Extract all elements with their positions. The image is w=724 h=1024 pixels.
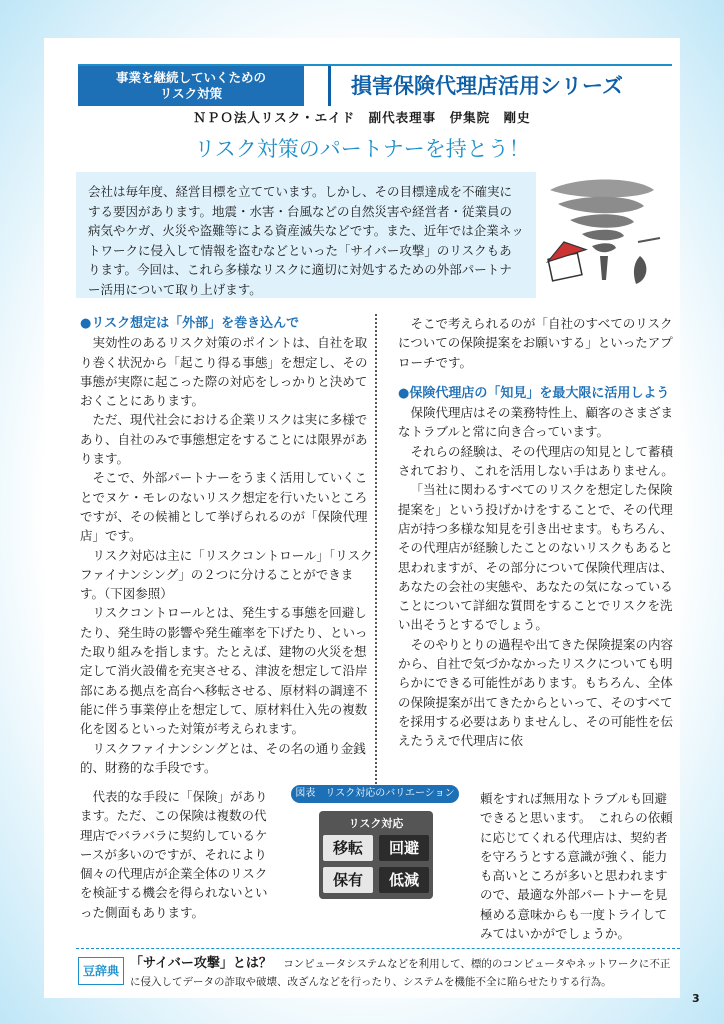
column-right-tail: [480, 789, 676, 943]
page-number: 3: [692, 992, 700, 1005]
figure-matrix-title: リスク対応: [348, 817, 404, 830]
section2-heading: ●保険代理店の「知見」を最大限に活用しよう: [398, 385, 670, 401]
cell-retain: 保有: [323, 867, 373, 893]
cell-transfer: 移転: [323, 835, 373, 861]
section1-paragraph: リスク対応は主に「リスクコントロール」「リスクファイナンシング」の２つに分けることができます。（下図参照）: [80, 547, 373, 602]
figure-risk-variations: [279, 785, 465, 947]
lead-paragraph: 会社は毎年度、経営目標を立てています。しかし、その目標達成を不確実にする要因があります。地震・水害・台風などの自然災害や経営者・従業員の病気やケガ、火災や盗難等による資産滅失などです。また、近年では企業ネットワークに侵入して情報を盗むなどといった「サイバー攻撃」のリスクもあります。今回は、これら多様なリスクに適切に対処するための外部パートナー活用について取り上げます。: [76, 172, 536, 298]
glossary-box: [76, 948, 680, 993]
author-line: ＮＰＯ法人リスク・エイド 副代表理事 伊集院 剛史: [193, 110, 531, 125]
column-right: [398, 314, 676, 751]
section1-paragraph: 実効性のあるリスク対策のポイントは、自社を取り巻く状況から「起こり得る事態」を想定し、その事態が実際に起こった際の対応をしっかりと決めておくことにあります。: [80, 335, 368, 409]
series-title: 損害保険代理店活用シリーズ: [328, 66, 672, 106]
article-title: リスク対策のパートナーを持とう！: [194, 137, 530, 161]
series-tag: [78, 66, 304, 106]
cell-reduce: 低減: [379, 867, 429, 893]
glossary-definition-text: コンピュータシステムなどを利用して、標的のコンピュータやネットワークに不正に侵入してデータの詐取や破壊、改ざんなどを行ったり、システムを機能不全に陥らせたりする行為。: [130, 958, 671, 988]
series-tag-line1: 事業を継続していくための: [115, 70, 266, 85]
series-header: [78, 64, 672, 106]
figure-matrix: [319, 811, 433, 899]
series-tag-line2: リスク対策: [159, 86, 223, 101]
glossary-term: 「サイバー攻撃」とは？: [130, 956, 272, 971]
section1-tail: 代表的な手段に「保険」があります。ただ、この保険は複数の代理店でバラバラに契約しているケースが多いのですが、それにより個々の代理店が企業全体のリスクを検証する機会を得られないといった側面もあります。: [80, 789, 268, 920]
column-left: [80, 314, 376, 777]
section2-paragraph: 「当社に関わるすべてのリスクを想定した保険提案を」という投げかけをすることで、その代理店が持つ多様な知見を引き出せます。もちろん、その代理店が経験したことのないリスクもあると思われますが、その部分について保険代理店は、あなたの会社の実態や、あなたの気になっていることについて詳細な質問をすることでリスクを洗い出そうとするでしょう。: [398, 482, 673, 633]
column-divider: [375, 314, 377, 796]
section1-heading: ●リスク想定は「外部」を巻き込んで: [80, 316, 300, 331]
section1-paragraph: そこで、外部パートナーをうまく活用していくことでヌケ・モレのないリスク想定を行いたいところですが、その候補として挙げられるのが「保険代理店」です。: [80, 470, 368, 544]
section2-paragraph: 保険代理店はその業務特性上、顧客のさまざまなトラブルと常に向き合っています。: [398, 405, 674, 440]
figure-caption: 図表 リスク対応のバリエーション: [291, 785, 459, 803]
glossary-badge: 豆辞典: [78, 957, 124, 985]
tornado-illustration: [536, 172, 664, 302]
section1-paragraph: リスクコントロールとは、発生する事態を回避したり、発生時の影響や発生確率を下げたり、といった取り組みを指します。たとえば、建物の火災を想定して消火設備を充実させる、津波を想定して沿岸部にある拠点を高台へ移転させる、原材料の調達不能に伴う事業停止を想定して、原材料仕入先の複数化を図るといった対策が考えられます。: [80, 605, 368, 737]
section1-paragraph: ただ、現代社会における企業リスクは実に多様であり、自社のみで事態想定をすることには限界があります。: [80, 412, 368, 467]
section2-paragraph: そのやりとりの過程や出てきた保険提案の内容から、自社で気づかなかったリスクについても明らかにできる可能性があります。もちろん、全体の保険提案が出てきたからといって、そのすべてを採用する必要はありませんし、その可能性を伝えたうえで代理店に依: [398, 636, 674, 749]
glossary-definition: [130, 955, 680, 991]
section1-paragraph: リスクファイナンシングとは、その名の通り金銭的、財務的な手段です。: [80, 740, 366, 775]
section2-tail: 頼をすれば無用なトラブルも回避できると思います。 これらの依頼に応じてくれる代理店は、契約者を守ろうとする意識が強く、能力も高いところが多いと思われますので、最適な外部パートナーを見極める意味からも一度トライしてみてはいかがでしょうか。: [480, 791, 673, 942]
page: [44, 38, 680, 998]
section2-intro: そこで考えられるのが「自社のすべてのリスクについての保険提案をお願いする」といったアプローチです。: [398, 316, 673, 370]
column-left-tail: [80, 787, 276, 922]
cell-avoid: 回避: [379, 835, 429, 861]
section2-paragraph: それらの経験は、その代理店の知見として蓄積されており、これを活用しない手はありません。: [398, 443, 674, 479]
